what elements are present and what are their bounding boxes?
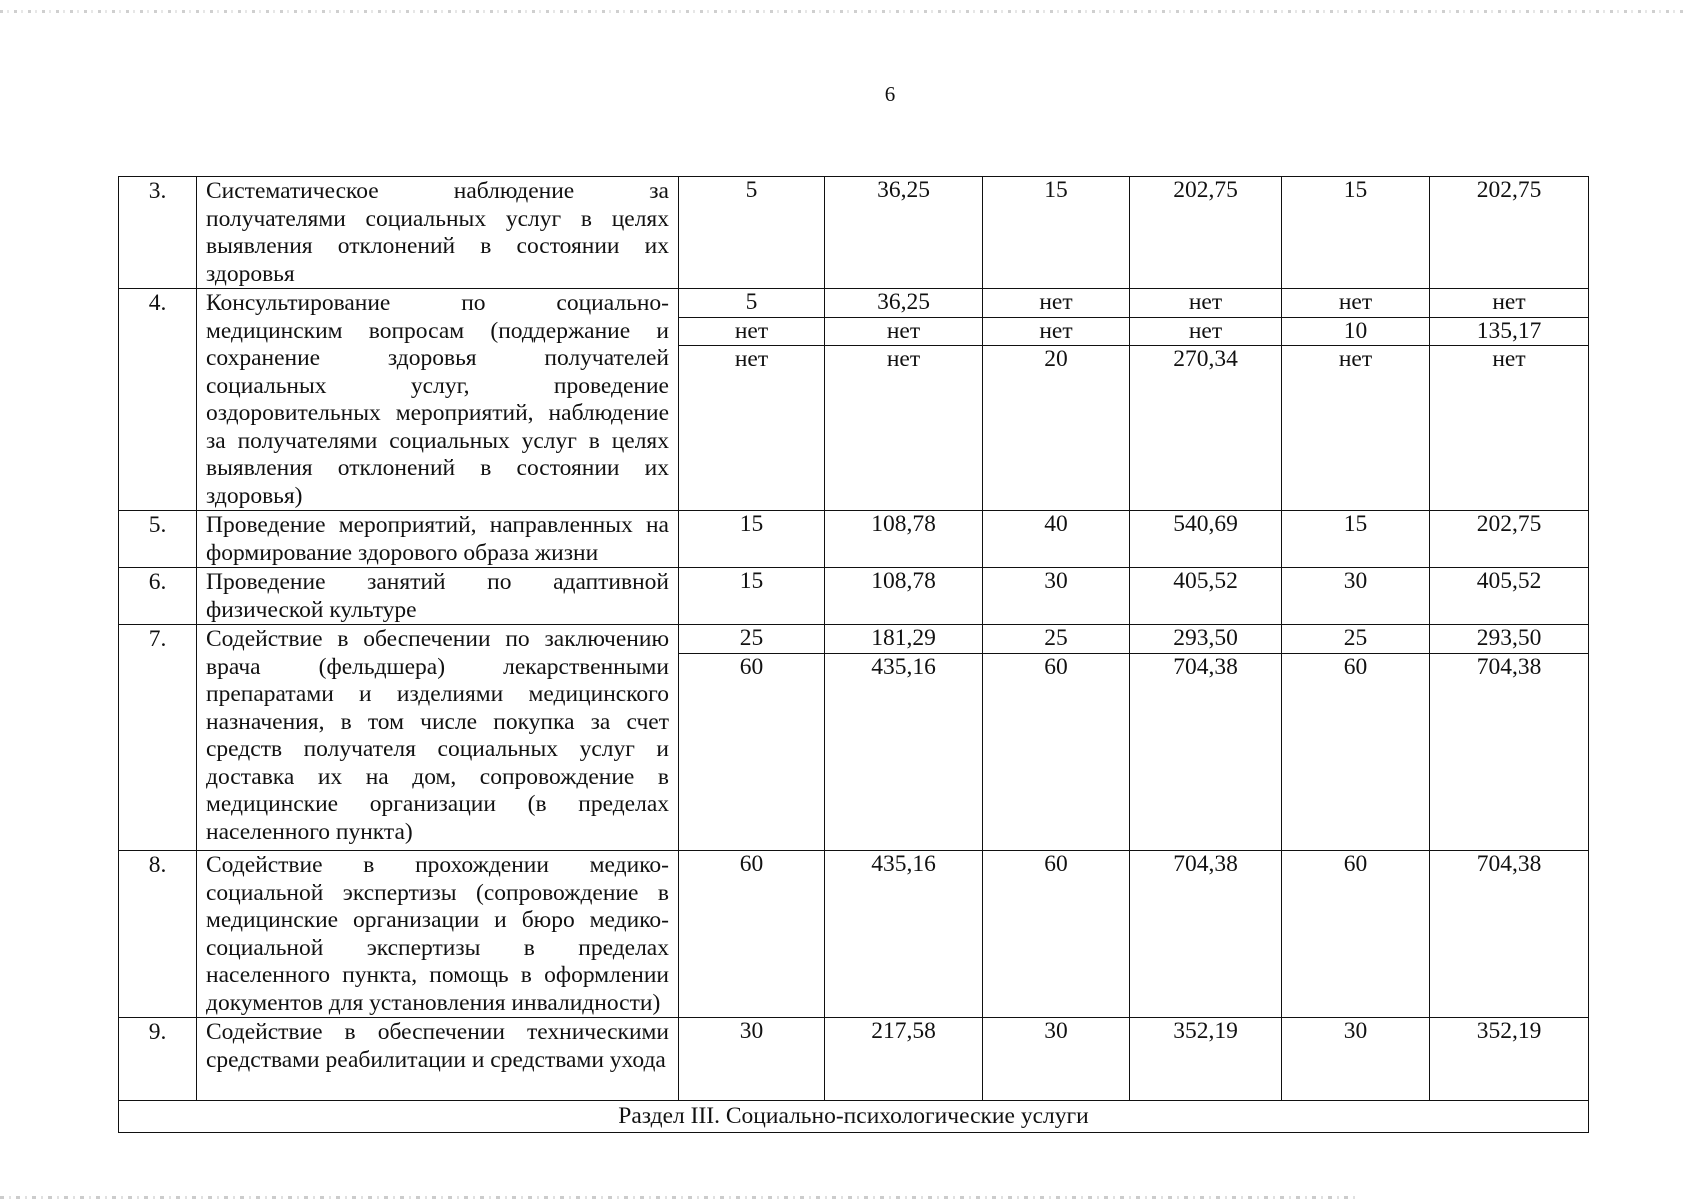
- section-title: Раздел III. Социально-психологические услуги: [119, 1101, 1589, 1133]
- value-cell: [825, 625, 983, 851]
- table-row: [119, 177, 1589, 289]
- value: нет: [1430, 345, 1588, 374]
- value: 30: [1044, 1018, 1068, 1044]
- service-name: [197, 625, 679, 851]
- value: 15: [1044, 177, 1068, 203]
- service-name: [197, 289, 679, 511]
- value-cell: [1430, 511, 1589, 568]
- value-cell: [679, 289, 825, 511]
- value-cell: [983, 289, 1130, 511]
- value-cell: [1430, 568, 1589, 625]
- value-cell: [1130, 568, 1282, 625]
- value: 60: [1282, 653, 1429, 682]
- value: 15: [1343, 511, 1368, 537]
- value: 435,16: [825, 653, 982, 682]
- value: 15: [739, 511, 764, 537]
- value-cell: [679, 177, 825, 289]
- value: нет: [1492, 289, 1526, 315]
- value: 540,69: [1173, 511, 1238, 537]
- value-cell: [983, 1018, 1130, 1101]
- value-cell: [679, 1018, 825, 1101]
- value: нет: [1130, 317, 1281, 346]
- value-cell: [1282, 568, 1430, 625]
- value: нет: [679, 317, 824, 346]
- value-cell: [679, 568, 825, 625]
- value: 60: [1044, 851, 1068, 877]
- service-name-text: Содействие в прохождении медико-социальной экспертизы (сопровождение в медицинские организации и бюро медико-социальной экспертизы в пределах населенного пункта, помощь в оформлении документов для установления инвалидности): [206, 852, 669, 1016]
- service-name: [197, 511, 679, 568]
- value: 270,34: [1130, 345, 1281, 374]
- value-cell: [1282, 1018, 1430, 1101]
- table-row: [119, 568, 1589, 625]
- scan-edge-top: [0, 10, 1686, 13]
- value: нет: [1282, 345, 1429, 374]
- value: 704,38: [1173, 851, 1238, 877]
- row-number: 7.: [119, 625, 197, 851]
- row-number: 5.: [119, 511, 197, 568]
- value: нет: [679, 345, 824, 374]
- table-row: [119, 625, 1589, 851]
- value-cell: [983, 851, 1130, 1018]
- table-row: [119, 851, 1589, 1018]
- value-cell: [983, 625, 1130, 851]
- row-number: 8.: [119, 851, 197, 1018]
- value: 10: [1282, 317, 1429, 346]
- value: 108,78: [871, 511, 936, 537]
- value: 60: [1343, 851, 1368, 877]
- value: 217,58: [871, 1018, 936, 1044]
- value: нет: [1188, 289, 1223, 315]
- service-name-text: Проведение занятий по адаптивной физической культуре: [206, 569, 669, 623]
- value-cell: [1130, 177, 1282, 289]
- row-number: 3.: [119, 177, 197, 289]
- value: 405,52: [1476, 568, 1542, 594]
- value-cell: [825, 568, 983, 625]
- value-cell: [1282, 511, 1430, 568]
- value-cell: [1430, 851, 1589, 1018]
- value-cell: [825, 511, 983, 568]
- value-cell: [1430, 1018, 1589, 1101]
- value: 704,38: [1430, 653, 1588, 682]
- value-cell: [1130, 625, 1282, 851]
- service-name: [197, 851, 679, 1018]
- value-cell: [679, 851, 825, 1018]
- value-cell: [1430, 625, 1589, 851]
- value: 60: [983, 653, 1129, 682]
- services-table: [118, 176, 1589, 1133]
- value: 135,17: [1430, 317, 1588, 346]
- page-number: 6: [884, 82, 896, 106]
- row-number: 9.: [119, 1018, 197, 1101]
- value: 25: [1343, 625, 1368, 651]
- value: нет: [1039, 289, 1073, 315]
- value: 36,25: [877, 177, 930, 203]
- value: 60: [679, 653, 824, 682]
- value: 5: [745, 289, 758, 315]
- value-cell: [1282, 625, 1430, 851]
- value-cell: [983, 177, 1130, 289]
- value-cell: [983, 568, 1130, 625]
- service-name-text: Содействие в обеспечении по заключению врача (фельдшера) лекарственными препаратами и изделиями медицинского назначения, в том числе покупка за счет средств получателя социальных услуг и доставка их на дом, сопровождение в медицинские организации (в пределах населенного пункта): [206, 626, 669, 845]
- value: 30: [739, 1018, 764, 1044]
- value-cell: [825, 177, 983, 289]
- service-name-text: Консультирование по социально-медицинским вопросам (поддержание и сохранение здоровья получателей социальных услуг, проведение оздоровительных мероприятий, наблюдение за получателями социальных услуг в целях выявления отклонений в состоянии их здоровья): [206, 290, 669, 509]
- table-row: [119, 1018, 1589, 1101]
- value-cell: [679, 511, 825, 568]
- value-cell: [1282, 289, 1430, 511]
- value-cell: [825, 289, 983, 511]
- value: 36,25: [877, 289, 930, 315]
- value-cell: [1430, 289, 1589, 511]
- value: 435,16: [871, 851, 936, 877]
- value-cell: [1130, 289, 1282, 511]
- value-cell: [1130, 511, 1282, 568]
- value: 40: [1044, 511, 1068, 537]
- value: 108,78: [871, 568, 936, 594]
- service-name: [197, 1018, 679, 1101]
- table-row: [119, 511, 1589, 568]
- value: 704,38: [1130, 653, 1281, 682]
- scan-edge-bottom: [0, 1196, 1360, 1199]
- value: 30: [1343, 568, 1368, 594]
- value: 293,50: [1173, 625, 1238, 651]
- value-cell: [1130, 1018, 1282, 1101]
- service-name-text: Содействие в обеспечении техническими средствами реабилитации и средствами ухода: [206, 1019, 669, 1073]
- value: 5: [745, 177, 758, 203]
- service-name-text: Систематическое наблюдение за получателями социальных услуг в целях выявления отклонений в состоянии их здоровья: [206, 178, 669, 287]
- value-cell: [1282, 177, 1430, 289]
- table-row: [119, 289, 1589, 511]
- value-cell: [1282, 851, 1430, 1018]
- value: 704,38: [1476, 851, 1542, 877]
- service-name: [197, 568, 679, 625]
- value-cell: [983, 511, 1130, 568]
- row-number: 6.: [119, 568, 197, 625]
- service-name: [197, 177, 679, 289]
- value-cell: [1430, 177, 1589, 289]
- service-name-text: Проведение мероприятий, направленных на формирование здорового образа жизни: [206, 512, 669, 566]
- value: 202,75: [1476, 177, 1542, 203]
- section-footer-row: [119, 1101, 1589, 1133]
- value: 293,50: [1476, 625, 1542, 651]
- row-number: 4.: [119, 289, 197, 511]
- value: 15: [1343, 177, 1368, 203]
- value: 30: [1343, 1018, 1368, 1044]
- value: 202,75: [1173, 177, 1238, 203]
- value: 352,19: [1476, 1018, 1542, 1044]
- value: 352,19: [1173, 1018, 1238, 1044]
- value: 20: [983, 345, 1129, 374]
- value-cell: [825, 1018, 983, 1101]
- value: 25: [739, 625, 764, 651]
- value: нет: [1338, 289, 1373, 315]
- value: нет: [983, 317, 1129, 346]
- value: 181,29: [871, 625, 936, 651]
- value-cell: [679, 625, 825, 851]
- value: 15: [739, 568, 764, 594]
- value: 30: [1044, 568, 1068, 594]
- value: 60: [739, 851, 764, 877]
- value-cell: [1130, 851, 1282, 1018]
- value: 25: [1044, 625, 1068, 651]
- value: 405,52: [1173, 568, 1238, 594]
- value: нет: [825, 345, 982, 374]
- value: 202,75: [1476, 511, 1542, 537]
- value: нет: [825, 317, 982, 346]
- value-cell: [825, 851, 983, 1018]
